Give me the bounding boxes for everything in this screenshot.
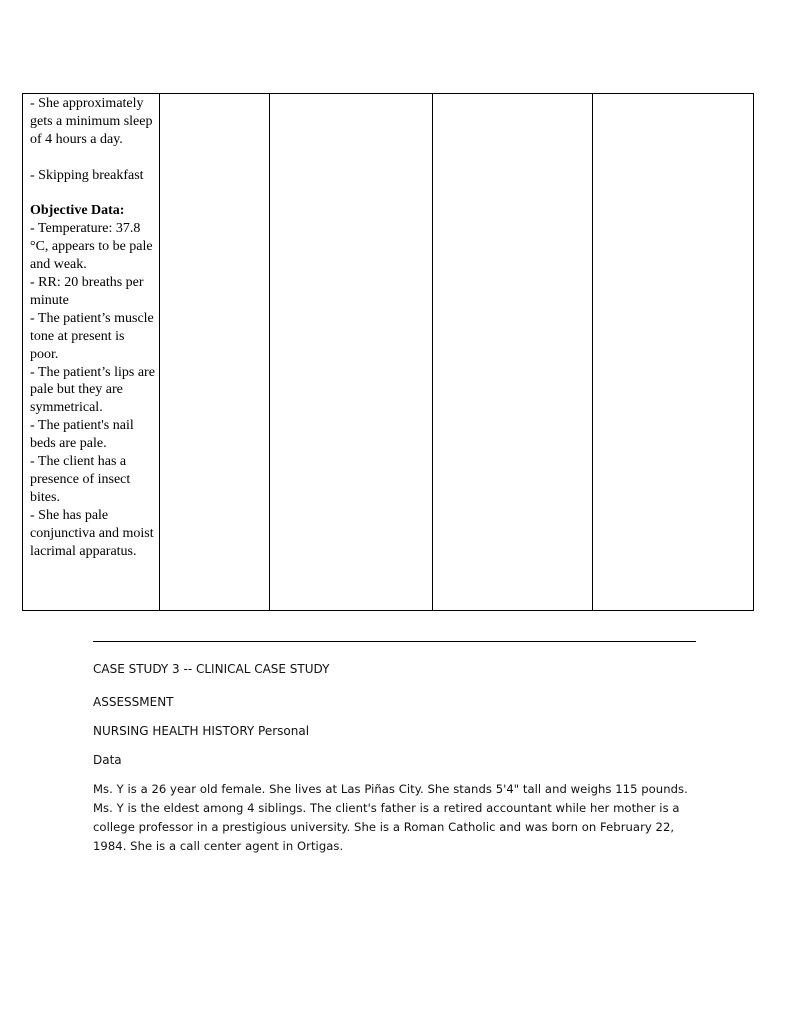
empty-cell-intervention [433,94,593,611]
objective-item-muscle-tone: - The patient’s muscle tone at present is poor. [30,310,154,362]
objective-item-insect-bites: - The client has a presence of insect bites. [30,454,131,505]
section-divider [93,641,696,642]
case-study-title: CASE STUDY 3 -- CLINICAL CASE STUDY [93,662,330,676]
personal-data-paragraph: Ms. Y is a 26 year old female. She lives at Las Piñas City. She stands 5'4" tall and weighs 115 pounds. Ms. Y is the eldest among 4 siblings. The client's father is a retired accountant while her mother is a college professor in a prestigious university. She is a Roman Catholic and was born on February 22, 1984. She is a call center agent in Ortigas. [93,782,688,853]
objective-item-conjunctiva: - She has pale conjunctiva and moist lacrimal apparatus. [30,507,154,559]
nursing-care-plan-table [22,93,754,611]
objective-item-temperature: - Temperature: 37.8 °C, appears to be pale and weak. [30,221,153,273]
objective-data-heading: Objective Data: [30,203,125,219]
subjective-item-sleep: - She approximately gets a minimum sleep of 4 hours a day. [30,96,153,147]
assessment-heading: ASSESSMENT [93,695,174,709]
empty-cell-evaluation [593,94,754,611]
objective-item-lips: - The patient’s lips are pale but they are symmetrical. [30,364,155,416]
nursing-health-history-heading: NURSING HEALTH HISTORY Personal [93,724,310,738]
assessment-cell [23,94,160,611]
subjective-item-breakfast: - Skipping breakfast [30,167,144,183]
objective-item-respiratory-rate: - RR: 20 breaths per minute [30,275,144,308]
objective-item-nail-beds: - The patient's nail beds are pale. [30,418,134,452]
data-label: Data [93,753,122,767]
empty-cell-diagnosis [160,94,270,611]
empty-cell-planning [270,94,433,611]
case-study-section [93,660,703,856]
table-row [23,94,754,611]
